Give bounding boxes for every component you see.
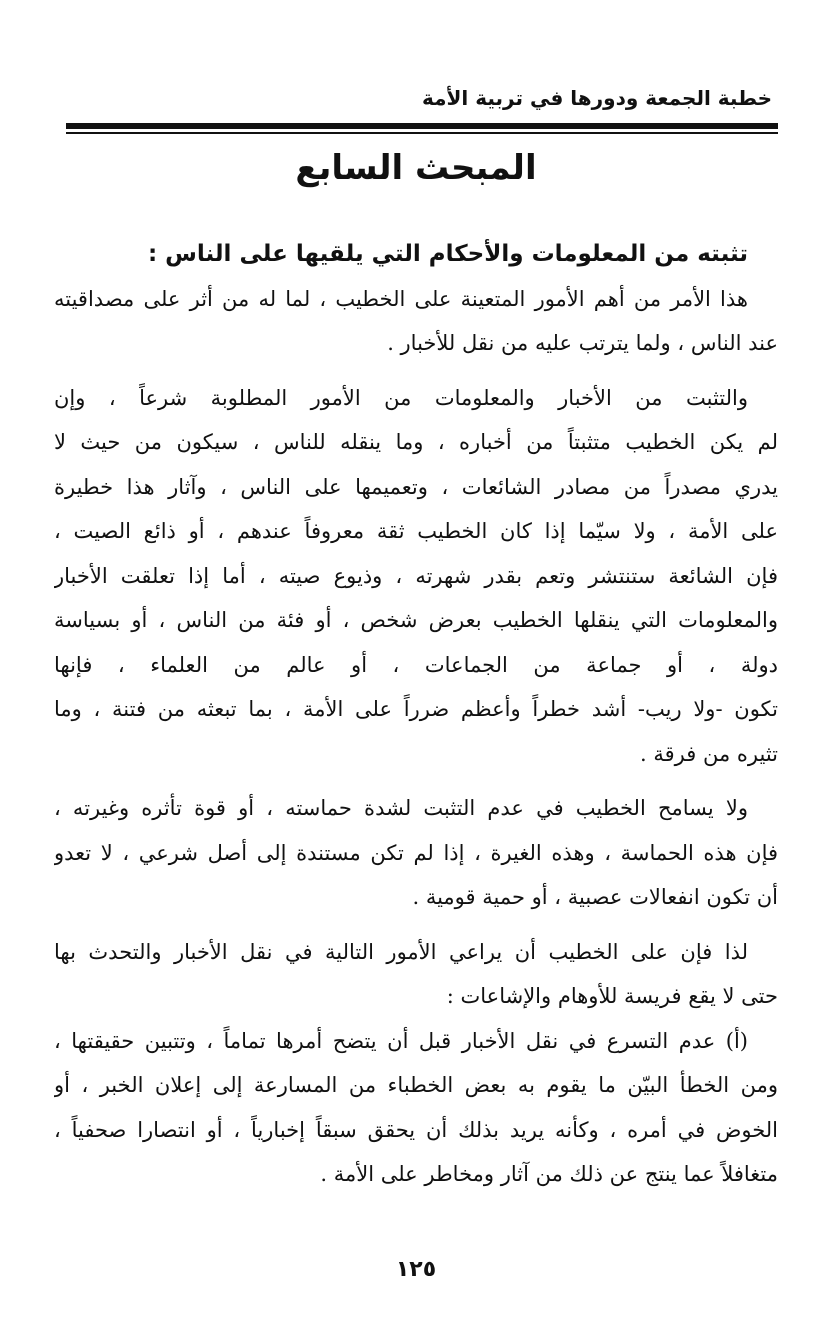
text-line: دولة ، أو جماعة من الجماعات ، أو عالم من العلماء ، فإنها [54,652,778,677]
section-heading: تثبته من المعلومات والأحكام التي يلقيها على الناس : [147,241,748,267]
header-rule-thin [66,132,778,134]
text-line: لم يكن الخطيب متثبتاً من أخباره ، وما ينقله للناس ، سيكون من حيث لا [54,430,778,454]
text-line: فإن الشائعة ستنتشر وتعم بقدر شهرته ، وذيوع صيته ، أما إذا تعلقت الأخبار [54,563,778,588]
header-rule-thick [66,123,778,129]
paragraph-5 [54,1019,778,1197]
body-text [54,232,778,1197]
text-line: يدري مصدراً من مصادر الشائعات ، وتعميمها على الناس ، وآثار هذا خطيرة [54,474,778,499]
text-line: فإن هذه الحماسة ، وهذه الغيرة ، إذا لم تكن مستندة إلى أصل شرعي ، لا تعدو [54,840,778,865]
text-line: تكون -ولا ريب- أشد خطراً وأعظم ضرراً على الأمة ، بما تبعثه من فتنة ، وما [54,697,778,721]
text-line: والمعلومات التي ينقلها الخطيب بعرض شخص ، أو فئة من الناس ، أو بسياسة [54,608,778,632]
text-line: لذا فإن على الخطيب أن يراعي الأمور التالية في نقل الأخبار والتحدث بها [54,939,748,964]
paragraph-1 [54,277,778,366]
text-line: ومن الخطأ البيّن ما يقوم به بعض الخطباء من المسارعة إلى إعلان الخبر ، أو [54,1073,778,1097]
text-line: والتثبت من الأخبار والمعلومات من الأمور المطلوبة شرعاً ، وإن [54,385,748,410]
paragraph-3 [54,786,778,920]
text-line: تثيره من فرقة . [640,741,778,766]
text-line: متغافلاً عما ينتج عن ذلك من آثار ومخاطر على الأمة . [320,1162,778,1186]
text-line: عند الناس ، ولما يترتب عليه من نقل للأخبار . [387,331,778,355]
page-number: ١٢٥ [395,1257,437,1282]
text-line: هذا الأمر من أهم الأمور المتعينة على الخطيب ، لما له من أثر على مصداقيته [54,286,748,311]
text-line: ولا يسامح الخطيب في عدم التثبت لشدة حماسته ، أو قوة تأثره وغيرته ، [54,796,748,820]
text-line: أن تكون انفعالات عصبية ، أو حمية قومية . [412,885,778,909]
text-line: على الأمة ، ولا سيّما إذا كان الخطيب ثقة معروفاً عندهم ، أو ذائع الصيت ، [54,519,778,543]
paragraph-2 [54,376,778,777]
paragraph-4 [54,930,778,1019]
chapter-title: المبحث السابع [295,148,537,188]
text-line: (أ) عدم التسرع في نقل الأخبار قبل أن يتضح أمرها تماماً ، وتتبين حقيقتها ، [54,1028,748,1053]
running-header-title: خطبة الجمعة ودورها في تربية الأمة [422,86,772,110]
text-line: حتى لا يقع فريسة للأوهام والإشاعات : [446,984,778,1008]
text-line: الخوض في أمره ، وكأنه يريد بذلك أن يحقق سبقاً إخبارياً ، أو انتصارا صحفياً ، [54,1117,778,1142]
